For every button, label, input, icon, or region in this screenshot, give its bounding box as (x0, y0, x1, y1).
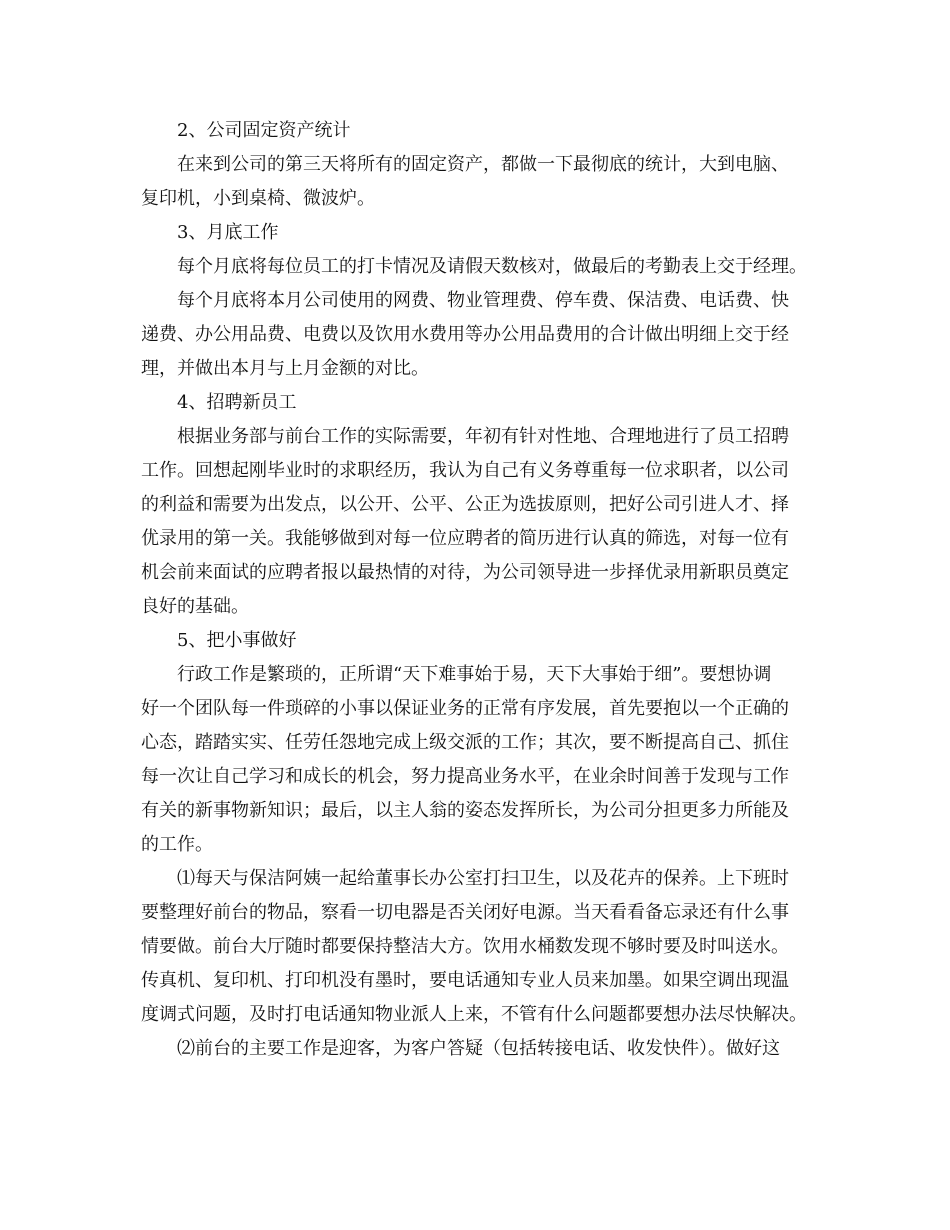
paragraph-line: 良好的基础。 (141, 596, 249, 617)
paragraph-line: 在来到公司的第三天将所有的固定资产，都做一下最彻底的统计，大到电脑、 (177, 154, 789, 175)
paragraph-line: 传真机、复印机、打印机没有墨时，要电话通知专业人员来加墨。如果空调出现温 (141, 970, 789, 991)
paragraph-line: 根据业务部与前台工作的实际需要，年初有针对性地、合理地进行了员工招聘 (177, 426, 789, 447)
section-heading: 4、招聘新员工 (177, 392, 297, 413)
paragraph-line: 递费、办公用品费、电费以及饮用水费用等办公用品费用的合计做出明细上交于经 (141, 324, 789, 345)
paragraph-line: 理，并做出本月与上月金额的对比。 (141, 358, 429, 379)
section-heading: 3、月底工作 (177, 222, 279, 243)
paragraph-line: ⑵前台的主要工作是迎客，为客户答疑（包括转接电话、收发快件）。做好这 (177, 1038, 780, 1059)
paragraph-line: 有关的新事物新知识；最后，以主人翁的姿态发挥所长，为公司分担更多力所能及 (141, 800, 789, 821)
paragraph-line: 好一个团队每一件琐碎的小事以保证业务的正常有序发展，首先要抱以一个正确的 (141, 698, 789, 719)
paragraph-line: 每一次让自己学习和成长的机会，努力提高业务水平，在业余时间善于发现与工作 (141, 766, 789, 787)
paragraph-line: 工作。回想起刚毕业时的求职经历，我认为自己有义务尊重每一位求职者，以公司 (141, 460, 789, 481)
paragraph-line: ⑴每天与保洁阿姨一起给董事长办公室打扫卫生，以及花卉的保养。上下班时 (177, 868, 789, 889)
paragraph-line: 优录用的第一关。我能够做到对每一位应聘者的简历进行认真的筛选，对每一位有 (141, 528, 789, 549)
section-heading: 5、把小事做好 (177, 630, 297, 651)
paragraph-line: 情要做。前台大厅随时都要保持整洁大方。饮用水桶数发现不够时要及时叫送水。 (141, 936, 789, 957)
paragraph-line: 行政工作是繁琐的，正所谓“天下难事始于易，天下大事始于细”。要想协调 (177, 664, 772, 685)
paragraph-line: 每个月底将每位员工的打卡情况及请假天数核对，做最后的考勤表上交于经理。 (177, 256, 807, 277)
section-heading: 2、公司固定资产统计 (177, 120, 351, 141)
paragraph-line: 的利益和需要为出发点，以公开、公平、公正为选拔原则，把好公司引进人才、择 (141, 494, 789, 515)
paragraph-line: 度调式问题，及时打电话通知物业派人上来，不管有什么问题都要想办法尽快解决。 (141, 1004, 807, 1025)
paragraph-line: 要整理好前台的物品，察看一切电器是否关闭好电源。当天看看备忘录还有什么事 (141, 902, 789, 923)
paragraph-line: 的工作。 (141, 834, 213, 855)
paragraph-line: 心态，踏踏实实、任劳任怨地完成上级交派的工作；其次，要不断提高自己、抓住 (141, 732, 789, 753)
paragraph-line: 机会前来面试的应聘者报以最热情的对待，为公司领导进一步择优录用新职员奠定 (141, 562, 789, 583)
paragraph-line: 每个月底将本月公司使用的网费、物业管理费、停车费、保洁费、电话费、快 (177, 290, 789, 311)
paragraph-line: 复印机，小到桌椅、微波炉。 (141, 188, 375, 209)
